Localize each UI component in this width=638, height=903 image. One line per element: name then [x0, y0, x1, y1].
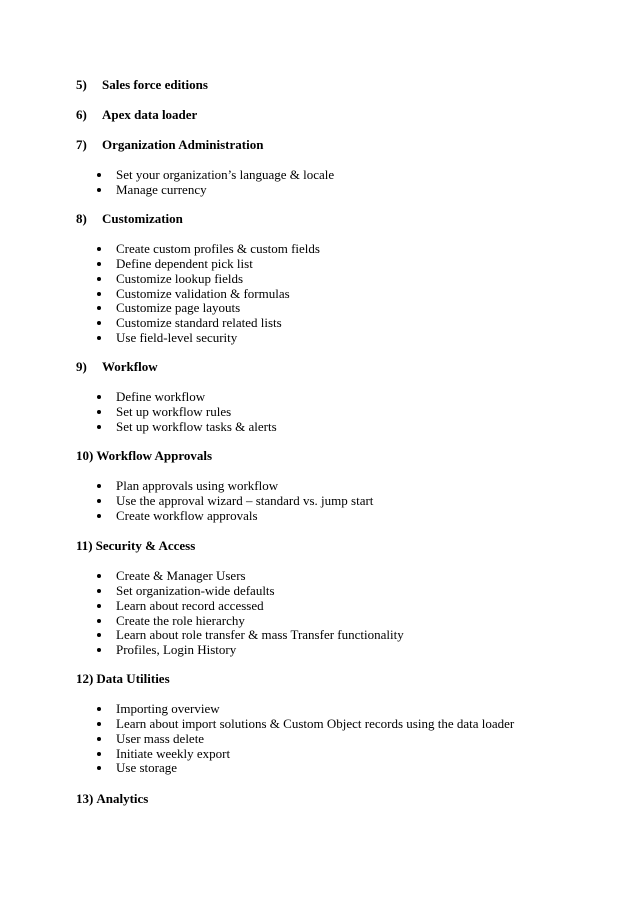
list-item	[0, 716, 638, 732]
bullet-icon	[97, 336, 101, 340]
list-item-text: Create workflow approvals	[116, 507, 258, 523]
section-heading	[76, 359, 158, 375]
bullet-icon	[97, 173, 101, 177]
section-title: Workflow Approvals	[96, 448, 213, 463]
list-item-text: Use field-level security	[116, 330, 238, 346]
section-number: 6)	[76, 107, 87, 122]
list-item	[0, 286, 638, 302]
list-item	[0, 568, 638, 584]
bullet-icon	[97, 484, 101, 488]
section-title: Security & Access	[95, 538, 196, 553]
section-number: 7)	[76, 137, 87, 152]
list-item-text: Customize page layouts	[116, 300, 241, 316]
section-heading	[76, 538, 195, 554]
list-item	[0, 583, 638, 599]
bullet-icon	[97, 589, 101, 593]
section-heading	[76, 791, 148, 807]
bullet-icon	[97, 514, 101, 518]
section-heading	[76, 137, 264, 153]
bullet-icon	[97, 262, 101, 266]
section-heading	[76, 671, 170, 687]
list-item-text: Set up workflow rules	[116, 403, 232, 419]
list-item-text: Customize validation & formulas	[116, 285, 290, 301]
section-heading	[76, 77, 208, 93]
section-title: Apex data loader	[102, 107, 198, 122]
list-item-text: Create & Manager Users	[116, 568, 246, 583]
bullet-icon	[97, 395, 101, 399]
bullet-icon	[97, 722, 101, 726]
bullet-icon	[97, 752, 101, 756]
section-number: 13)	[76, 791, 94, 806]
list-item	[0, 642, 638, 658]
list-item-text: Learn about import solutions & Custom Object records using the data loader	[116, 715, 515, 731]
list-item	[0, 330, 638, 346]
list-item	[0, 256, 638, 272]
list-item	[0, 493, 638, 509]
section-number: 5)	[76, 77, 87, 92]
list-item	[0, 746, 638, 762]
list-item	[0, 731, 638, 747]
section-number: 9)	[76, 359, 87, 374]
bullet-icon	[97, 633, 101, 637]
bullet-icon	[97, 188, 101, 192]
section-heading	[76, 211, 183, 227]
list-item	[0, 598, 638, 614]
list-item	[0, 627, 638, 643]
list-item	[0, 241, 638, 257]
list-item	[0, 508, 638, 524]
list-item-text: Use storage	[116, 760, 178, 776]
list-item	[0, 419, 638, 435]
list-item-text: Manage currency	[116, 181, 207, 197]
bullet-icon	[97, 766, 101, 770]
bullet-icon	[97, 737, 101, 741]
list-item-text: Create the role hierarchy	[116, 612, 245, 628]
list-item-text: User mass delete	[116, 730, 205, 746]
section-title: Analytics	[96, 791, 149, 806]
list-item-text: Define workflow	[116, 389, 206, 404]
bullet-icon	[97, 425, 101, 429]
list-item-text: Profiles, Login History	[116, 642, 237, 658]
bullet-icon	[97, 306, 101, 310]
list-item	[0, 300, 638, 316]
section-title: Customization	[102, 211, 183, 226]
section-heading	[76, 107, 198, 123]
list-item-text: Set up workflow tasks & alerts	[116, 418, 277, 434]
list-item-text: Use the approval wizard – standard vs. jump start	[116, 492, 374, 508]
list-item	[0, 760, 638, 776]
list-item-text: Create custom profiles & custom fields	[116, 241, 320, 256]
list-item-text: Customize standard related lists	[116, 315, 282, 331]
list-item	[0, 167, 638, 183]
list-item-text: Set your organization’s language & locale	[116, 167, 335, 182]
list-item	[0, 478, 638, 494]
list-item	[0, 182, 638, 198]
list-item-text: Set organization-wide defaults	[116, 582, 275, 598]
bullet-icon	[97, 277, 101, 281]
list-item	[0, 613, 638, 629]
list-item-text: Importing overview	[116, 701, 220, 716]
bullet-icon	[97, 292, 101, 296]
list-item-text: Plan approvals using workflow	[116, 478, 279, 493]
bullet-icon	[97, 604, 101, 608]
list-item-text: Learn about record accessed	[116, 597, 264, 613]
bullet-icon	[97, 648, 101, 652]
section-number: 12)	[76, 671, 94, 686]
bullet-icon	[97, 707, 101, 711]
list-item-text: Learn about role transfer & mass Transfer functionality	[116, 627, 404, 643]
bullet-icon	[97, 499, 101, 503]
list-item-text: Define dependent pick list	[116, 255, 253, 271]
section-title: Data Utilities	[96, 671, 170, 686]
bullet-icon	[97, 321, 101, 325]
section-number: 10)	[76, 448, 94, 463]
list-item	[0, 389, 638, 405]
list-item	[0, 315, 638, 331]
section-title: Sales force editions	[102, 77, 208, 92]
section-title: Workflow	[102, 359, 158, 374]
list-item	[0, 701, 638, 717]
bullet-icon	[97, 619, 101, 623]
section-title: Organization Administration	[102, 137, 264, 152]
bullet-icon	[97, 574, 101, 578]
section-heading	[76, 448, 212, 464]
list-item	[0, 271, 638, 287]
list-item	[0, 404, 638, 420]
list-item-text: Customize lookup fields	[116, 270, 244, 286]
bullet-icon	[97, 410, 101, 414]
section-number: 8)	[76, 211, 87, 226]
bullet-icon	[97, 247, 101, 251]
list-item-text: Initiate weekly export	[116, 745, 231, 761]
section-number: 11)	[76, 538, 93, 553]
